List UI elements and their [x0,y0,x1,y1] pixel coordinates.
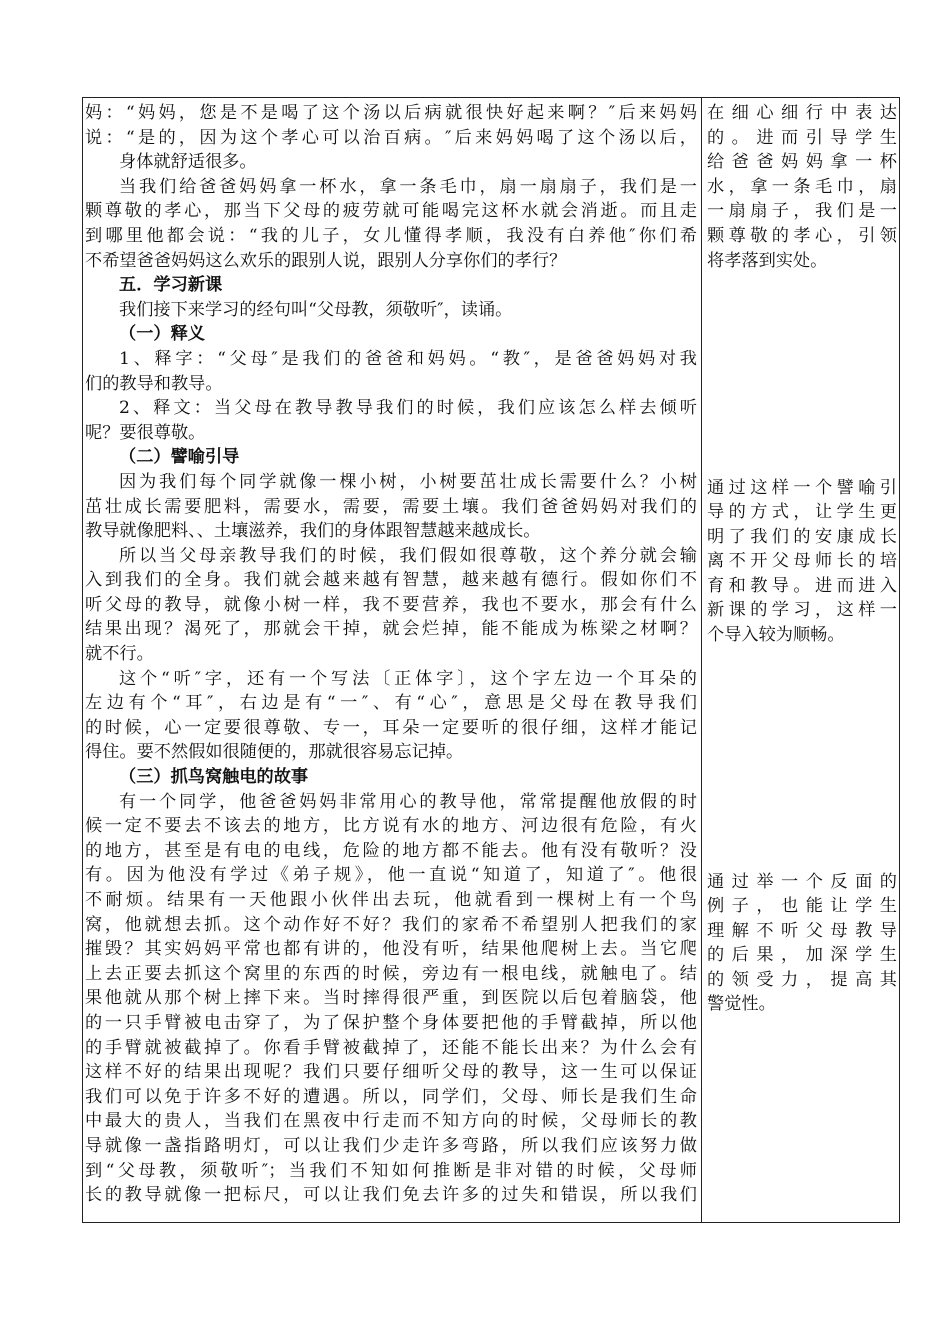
content-line: 颗尊敬的孝心，那当下父母的疲劳就可能喝完这杯水就会消逝。而且走 [85,201,697,222]
content-line: 2、释文：当父母在教导教导我们的时候，我们应该怎么样去倾听 [119,398,697,419]
design-note-line: 警觉性。 [707,994,776,1015]
content-line: 1、释字：“父母″是我们的爸爸和妈妈。“教″，是爸爸妈妈对我 [119,348,697,369]
design-note-line: 一扇扇子，我们是一 [707,201,897,222]
design-note-line: 给爸爸妈妈拿一杯 [707,152,897,173]
content-line: 们的教导和教导。 [85,373,223,394]
design-note-line: 通过举一个反面的 [707,871,897,892]
content-line: 候一定不要去不该去的地方，比方说有水的地方、河边很有危险，有火 [85,816,697,837]
design-note-line: 的后果，加深学生 [707,945,897,966]
design-note-line: 理解不听父母教导 [707,920,897,941]
section-heading: （一）释义 [119,324,205,345]
design-note-block [707,870,897,1018]
design-note-line: 将孝落到实处。 [707,250,828,271]
content-line: 有。因为他没有学过《弟子规》，他一直说“知道了，知道了″。他很 [85,865,697,886]
content-line: 我们可以免于许多不好的遭遇。所以，同学们，父母、师长是我们生命 [85,1086,697,1107]
content-line: 不希望爸爸妈妈这么欢乐的跟别人说，跟别人分享你们的孝行？ [85,250,567,271]
content-line: 听父母的教导，就像小树一样，我不要营养，我也不要水，那会有什么 [85,594,697,615]
section-heading: 五．学习新课 [119,275,223,296]
content-line: 所以当父母亲教导我们的时候，我们假如很尊敬，这个养分就会输 [119,545,697,566]
content-line: 说：“是的，因为这个孝心可以治百病。″后来妈妈喝了这个汤以后， [85,127,697,148]
content-line: 上去正要去抓这个窝里的东西的时候，旁边有一根电线，就触电了。结 [85,963,697,984]
content-line: 这个“听″字，还有一个写法〔正体字〕，这个字左边一个耳朵的 [119,668,697,689]
design-note-line: 通过这样一个譬喻引 [707,477,897,498]
content-line: 导就像一盏指路明灯，可以让我们少走许多弯路，所以我们应该努力做 [85,1135,697,1156]
design-note-line: 导的方式，让学生更 [707,502,897,523]
content-line: 入到我们的全身。我们就会越来越有智慧，越来越有德行。假如你们不 [85,570,697,591]
content-line: 不耐烦。结果有一天他跟小伙伴出去玩，他就看到一棵树上有一个鸟 [85,890,697,910]
lesson-plan-table [82,97,900,1223]
content-line: 果他就从那个树上摔下来。当时摔得很严重，到医院以后包着脑袋，他 [85,988,697,1009]
content-line: 因为我们每个同学就像一棵小树，小树要茁壮成长需要什么？小树 [119,471,697,492]
lesson-content-column [85,101,697,1208]
content-line: 当我们给爸爸妈妈拿一杯水，拿一条毛巾，扇一扇扇子，我们是一 [119,176,697,197]
content-line: 中最大的贵人，当我们在黑夜中行走而不知方向的时候，父母师长的教 [85,1111,697,1132]
design-note-line: 例子，也能让学生 [707,896,897,917]
content-line: 结果出现？渴死了，那就会干掉，就会烂掉，能不能成为栋梁之材啊？ [85,619,697,640]
content-line: 这样不好的结果出现呢？我们只要仔细听父母的教导，这一生可以保证 [85,1062,697,1083]
section-heading: （二）譬喻引导 [119,447,240,468]
content-line: 到“父母教，须敬听″；当我们不知如何推断是非对错的时候，父母师 [85,1160,697,1181]
design-note-line: 在细心细行中表达 [707,103,897,123]
content-line: 身体就舒适很多。 [119,152,257,173]
content-line: 左边有个“耳″，右边是有“一″、有“心″，意思是父母在教导我们 [85,693,697,714]
content-line: 的时候，心一定要很尊敬、专一，耳朵一定要听的很仔细，这样才能记 [85,717,697,738]
design-note-block [707,101,897,273]
design-note-block [707,476,897,648]
content-line: 的手臂就被截掉了。你看手臂被截掉了，还能不能长出来？为什么会有 [85,1037,697,1058]
design-note-line: 水，拿一条毛巾，扇 [707,176,897,197]
content-line: 呢？要很尊敬。 [85,422,206,443]
content-line: 窝，他就想去抓。这个动作好不好？我们的家希不希望别人把我们的家 [85,914,697,935]
content-line: 长的教导就像一把标尺，可以让我们免去许多的过失和错误，所以我们 [85,1185,697,1206]
design-note-line: 离不开父母师长的培 [707,551,897,572]
content-line: 我们接下来学习的经句叫“父母教，须敬听″，读诵。 [119,299,513,320]
content-line: 的地方，甚至是有电的电线，危险的地方都不能去。他有没有敬听？没 [85,840,697,861]
design-note-line: 新课的学习，这样一 [707,600,897,621]
content-line: 教导就像肥料、、土壤滋养，我们的身体跟智慧越来越成长。 [85,521,541,542]
design-note-line: 的领受力，提高其 [707,969,897,990]
content-line: 有一个同学，他爸爸妈妈非常用心的教导他，常常提醒他放假的时 [119,791,697,812]
design-note-line: 育和教导。进而进入 [707,575,897,596]
column-divider [701,98,702,1222]
content-line: 的一只手臂被电击穿了，为了保护整个身体要把他的手臂截掉，所以他 [85,1012,697,1033]
design-note-line: 明了我们的安康成长 [707,526,897,547]
content-line: 到哪里他都会说：“我的儿子，女儿懂得孝顺，我没有白养他″你们希 [85,225,697,246]
design-note-line: 颗尊敬的孝心，引领 [707,225,897,246]
design-note-line: 个导入较为顺畅。 [707,625,845,646]
design-note-line: 的。进而引导学生 [707,127,897,148]
section-heading: （三）抓鸟窝触电的故事 [119,767,309,788]
content-line: 茁壮成长需要肥料，需要水，需要，需要土壤。我们爸爸妈妈对我们的 [85,496,697,517]
content-line: 摧毁？其实妈妈平常也都有讲的，他没有听，结果他爬树上去。当它爬 [85,939,697,960]
content-line: 得住。要不然假如很随便的，那就很容易忘记掉。 [85,742,464,763]
content-line: 妈：“妈妈，您是不是喝了这个汤以后病就很快好起来啊？″后来妈妈 [85,103,697,123]
content-line: 就不行。 [85,644,154,665]
